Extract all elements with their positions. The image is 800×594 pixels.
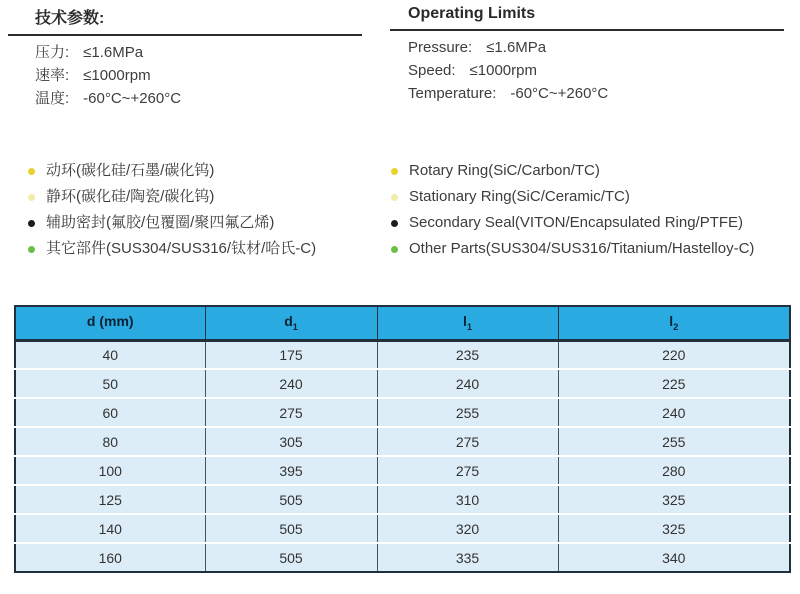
table-cell: 325 <box>558 514 790 543</box>
spec-line-speed-cn <box>35 64 362 87</box>
col-header-label: d (mm) <box>86 313 134 330</box>
col-header-sub: 1 <box>292 322 298 333</box>
table-cell: 225 <box>558 369 790 398</box>
col-header-label: l <box>463 313 467 330</box>
dimensions-table <box>14 305 791 573</box>
operating-limits-en <box>390 5 784 105</box>
materials-list-en <box>391 158 754 262</box>
table-cell: 50 <box>15 369 205 398</box>
table-cell: 240 <box>558 398 790 427</box>
spec-line-temperature-en <box>408 82 784 105</box>
spec-label: Pressure: <box>408 39 473 56</box>
spec-label: Temperature: <box>408 85 497 102</box>
table-cell: 275 <box>205 398 377 427</box>
table-cell: 505 <box>205 514 377 543</box>
table-row <box>15 543 790 572</box>
table-row <box>15 398 790 427</box>
material-label: 辅助密封(氟胶/包覆圈/聚四氟乙烯) <box>46 214 275 231</box>
table-cell: 340 <box>558 543 790 572</box>
material-label: Other Parts(SUS304/SUS316/Titanium/Hastelloy-C) <box>409 240 755 257</box>
table-cell: 275 <box>377 456 558 485</box>
table-cell: 175 <box>205 340 377 369</box>
spec-line-pressure-en <box>408 36 784 59</box>
bullet-icon <box>391 246 398 253</box>
spec-label: Speed: <box>408 62 456 79</box>
table-cell: 255 <box>558 427 790 456</box>
operating-limits-cn-title: 技术参数: <box>8 5 362 36</box>
table-cell: 80 <box>15 427 205 456</box>
material-item <box>28 158 316 184</box>
spec-label: 压力: <box>35 44 70 61</box>
table-cell: 310 <box>377 485 558 514</box>
table-cell: 235 <box>377 340 558 369</box>
bullet-icon <box>28 220 35 227</box>
bullet-icon <box>28 246 35 253</box>
material-item <box>391 158 754 184</box>
dimensions-table-body <box>15 340 790 572</box>
table-cell: 240 <box>377 369 558 398</box>
spec-line-pressure-cn <box>35 41 362 64</box>
table-row <box>15 514 790 543</box>
materials-list-cn <box>28 158 316 262</box>
bullet-icon <box>391 194 398 201</box>
bullet-icon <box>28 194 35 201</box>
spec-label: 速率: <box>35 67 70 84</box>
table-cell: 335 <box>377 543 558 572</box>
material-label: Rotary Ring(SiC/Carbon/TC) <box>409 162 600 179</box>
table-cell: 125 <box>15 485 205 514</box>
col-header-label: l <box>669 313 674 330</box>
material-item <box>28 210 316 236</box>
material-label: Secondary Seal(VITON/Encapsulated Ring/PTFE) <box>409 214 744 231</box>
table-cell: 100 <box>15 456 205 485</box>
table-header-row <box>15 306 790 340</box>
table-cell: 275 <box>377 427 558 456</box>
col-header-l1 <box>377 306 558 340</box>
table-row <box>15 427 790 456</box>
table-row <box>15 369 790 398</box>
table-cell: 255 <box>377 398 558 427</box>
material-label: Stationary Ring(SiC/Ceramic/TC) <box>409 188 630 205</box>
table-cell: 140 <box>15 514 205 543</box>
operating-limits-cn <box>8 5 362 110</box>
table-cell: 280 <box>558 456 790 485</box>
col-header-sub: 1 <box>466 322 472 333</box>
spec-label: 温度: <box>35 90 70 107</box>
col-header-l2 <box>558 306 790 340</box>
table-cell: 160 <box>15 543 205 572</box>
bullet-icon <box>28 168 35 175</box>
material-label: 动环(碳化硅/石墨/碳化钨) <box>46 162 215 179</box>
spec-value: -60°C~+260°C <box>83 90 182 107</box>
table-cell: 505 <box>205 485 377 514</box>
material-label: 其它部件(SUS304/SUS316/钛材/哈氏-C) <box>46 240 317 257</box>
table-row <box>15 340 790 369</box>
spec-line-speed-en <box>408 59 784 82</box>
table-cell: 220 <box>558 340 790 369</box>
spec-value: ≤1000rpm <box>469 62 537 79</box>
operating-limits-en-title: Operating Limits <box>390 5 784 31</box>
table-cell: 240 <box>205 369 377 398</box>
table-cell: 505 <box>205 543 377 572</box>
spec-value: ≤1000rpm <box>83 67 151 84</box>
col-header-d <box>15 306 205 340</box>
dimensions-table-header <box>15 306 790 340</box>
bullet-icon <box>391 168 398 175</box>
spec-line-temperature-cn <box>35 87 362 110</box>
bullet-icon <box>391 220 398 227</box>
table-cell: 40 <box>15 340 205 369</box>
material-item <box>391 184 754 210</box>
spec-rows-cn <box>8 36 362 110</box>
spec-rows-en <box>390 31 784 105</box>
col-header-d1 <box>205 306 377 340</box>
table-row <box>15 485 790 514</box>
col-header-label: d <box>284 313 293 330</box>
table-cell: 320 <box>377 514 558 543</box>
material-item <box>28 184 316 210</box>
table-cell: 325 <box>558 485 790 514</box>
col-header-sub: 2 <box>673 322 679 333</box>
material-item <box>28 236 316 262</box>
spec-value: ≤1.6MPa <box>486 39 547 56</box>
spec-value: -60°C~+260°C <box>510 85 609 102</box>
table-cell: 60 <box>15 398 205 427</box>
spec-value: ≤1.6MPa <box>83 44 144 61</box>
table-cell: 395 <box>205 456 377 485</box>
material-item <box>391 210 754 236</box>
table-cell: 305 <box>205 427 377 456</box>
material-item <box>391 236 754 262</box>
material-label: 静环(碳化硅/陶瓷/碳化钨) <box>46 188 215 205</box>
table-row <box>15 456 790 485</box>
